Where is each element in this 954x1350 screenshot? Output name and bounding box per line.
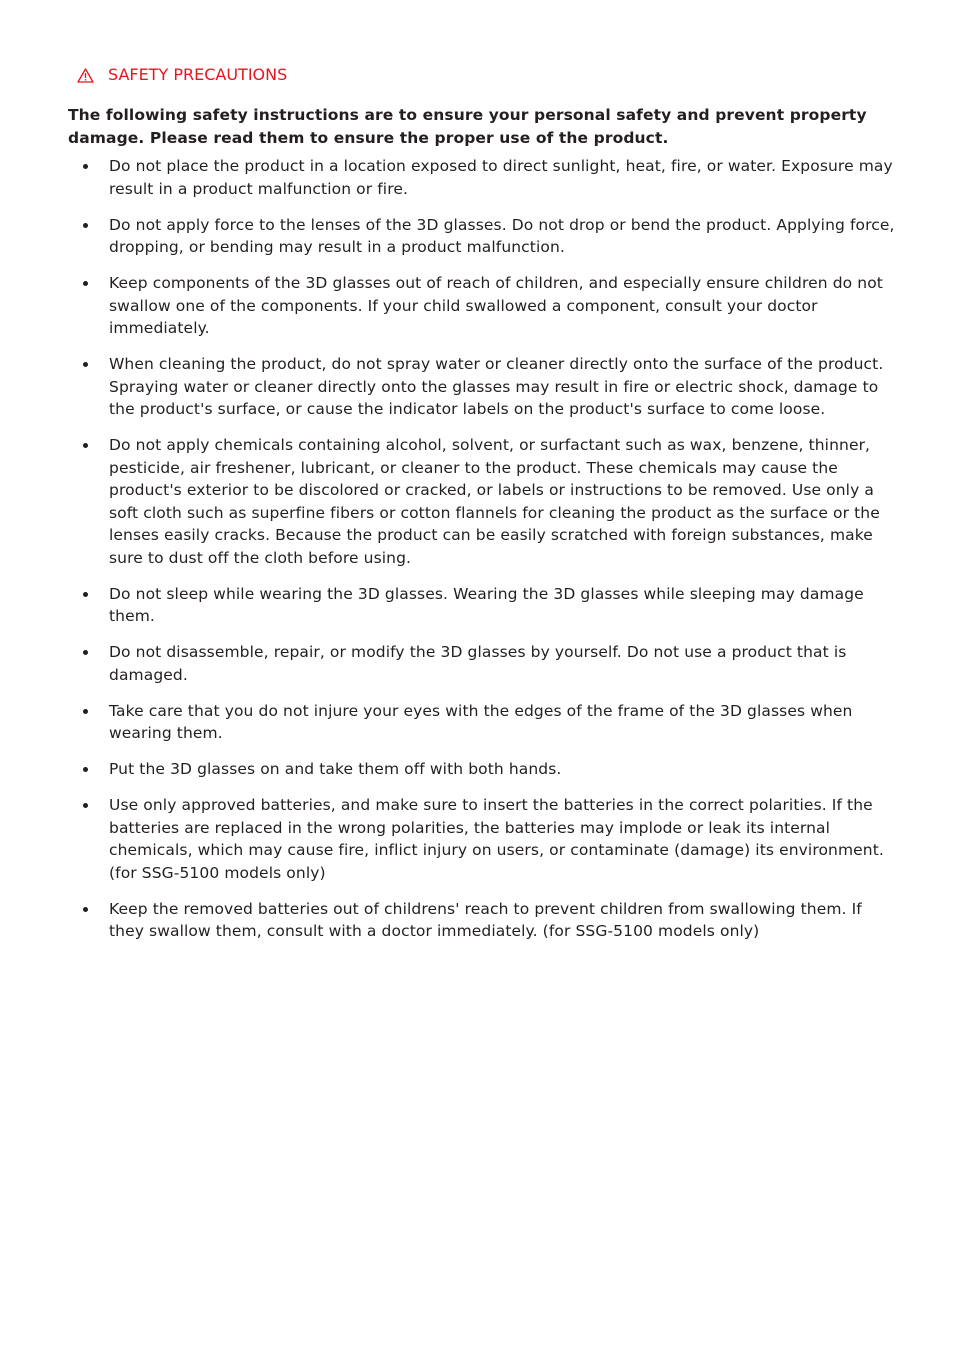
list-item bbox=[68, 353, 899, 421]
list-item bbox=[68, 214, 899, 259]
bullet-icon bbox=[83, 223, 88, 228]
warning-triangle-icon bbox=[77, 68, 94, 83]
list-item-text: When cleaning the product, do not spray water or cleaner directly onto the surface of the product. Spraying water or cleaner directly onto the glasses may result in fire or electric shock, damage to the product's surface, or cause the indicator labels on the product's surface to come loose. bbox=[109, 355, 884, 418]
precautions-list bbox=[68, 155, 895, 943]
list-item bbox=[68, 898, 899, 943]
list-item-text: Do not apply force to the lenses of the 3D glasses. Do not drop or bend the product. Applying force, dropping, or bending may result in a product malfunction. bbox=[109, 215, 895, 256]
section-title: SAFETY PRECAUTIONS bbox=[108, 65, 288, 84]
bullet-icon bbox=[83, 362, 88, 367]
list-item-text: Take care that you do not injure your eyes with the edges of the frame of the 3D glasses when wearing them. bbox=[109, 701, 853, 742]
list-item bbox=[68, 700, 899, 745]
list-item bbox=[68, 758, 899, 781]
list-item-text: Do not place the product in a location exposed to direct sunlight, heat, fire, or water. Exposure may result in a product malfunction or fire. bbox=[109, 157, 893, 198]
list-item bbox=[68, 272, 899, 340]
section-heading bbox=[68, 64, 886, 86]
list-item bbox=[68, 583, 899, 628]
list-item-text: Do not sleep while wearing the 3D glasses. Wearing the 3D glasses while sleeping may damage them. bbox=[109, 584, 864, 625]
bullet-icon bbox=[83, 281, 88, 286]
bullet-icon bbox=[83, 164, 88, 169]
list-item bbox=[68, 794, 899, 884]
bullet-icon bbox=[83, 709, 88, 714]
bullet-icon bbox=[83, 803, 88, 808]
list-item-text: Do not disassemble, repair, or modify the 3D glasses by yourself. Do not use a product that is damaged. bbox=[109, 643, 847, 684]
bullet-icon bbox=[83, 907, 88, 912]
bullet-icon bbox=[83, 650, 88, 655]
list-item-text: Use only approved batteries, and make sure to insert the batteries in the correct polarities. If the batteries are replaced in the wrong polarities, the batteries may implode or leak its internal chemicals, which may cause fire, inflict injury on users, or contaminate (damage) its environment. (for SSG-5100 models only) bbox=[109, 796, 884, 882]
bullet-icon bbox=[83, 767, 88, 772]
list-item-text: Keep the removed batteries out of childrens' reach to prevent children from swallowing them. If they swallow them, consult with a doctor immediately. (for SSG-5100 models only) bbox=[109, 899, 862, 940]
list-item bbox=[68, 434, 899, 569]
list-item bbox=[68, 641, 899, 686]
bullet-icon bbox=[83, 443, 88, 448]
list-item-text: Keep components of the 3D glasses out of reach of children, and especially ensure children do not swallow one of the components. If your child swallowed a component, consult your doctor immediately. bbox=[109, 274, 883, 337]
list-item bbox=[68, 155, 899, 200]
bullet-icon bbox=[83, 592, 88, 597]
list-item-text: Put the 3D glasses on and take them off with both hands. bbox=[109, 760, 562, 778]
intro-paragraph: The following safety instructions are to ensure your personal safety and prevent property damage. Please read them to ensure the proper use of the product. bbox=[68, 106, 867, 147]
list-item-text: Do not apply chemicals containing alcohol, solvent, or surfactant such as wax, benzene, thinner, pesticide, air freshener, lubricant, or cleaner to the product. These chemicals may cause the product's exterior to be discolored or cracked, or labels or instructions to be removed. Use only a soft cloth such as superfine fibers or cotton flannels for cleaning the product as the surface or the lenses easily cracks. Because the product can be easily scratched with foreign substances, make sure to dust off the cloth before using. bbox=[109, 436, 880, 567]
